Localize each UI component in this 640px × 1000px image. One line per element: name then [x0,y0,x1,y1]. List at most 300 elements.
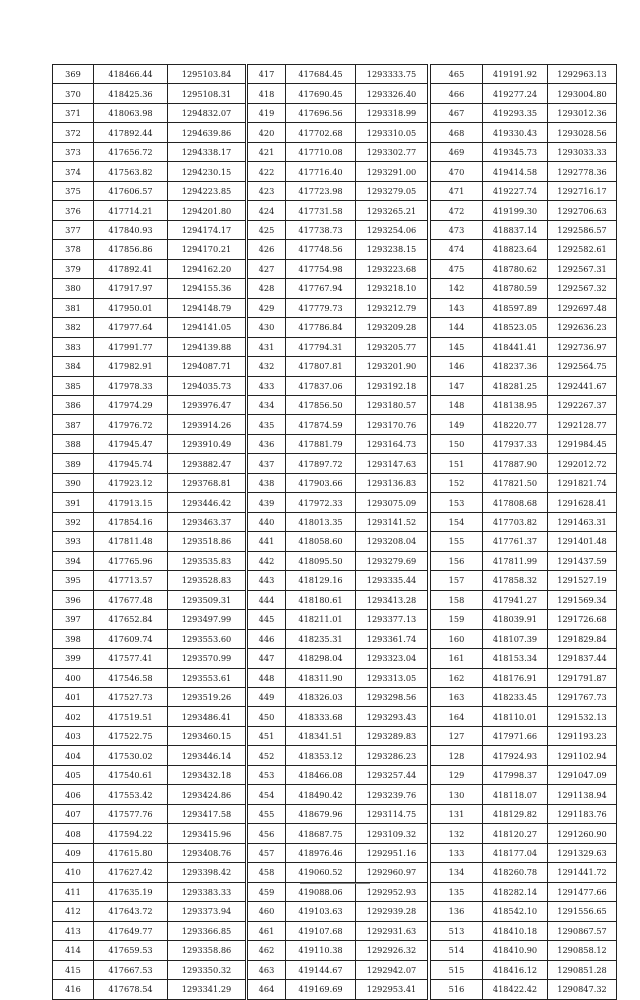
x-coordinate-cell: 417563.82 [94,162,168,181]
y-coordinate-cell: 1291463.31 [548,512,617,531]
table-row [248,980,428,999]
y-coordinate-cell: 1291477.66 [548,882,617,901]
x-coordinate-cell: 417840.93 [94,220,168,239]
table-row [53,415,246,434]
table-row [53,571,246,590]
y-coordinate-cell: 1292441.67 [548,376,617,395]
x-coordinate-cell: 417713.57 [94,571,168,590]
y-coordinate-cell: 1292582.61 [548,240,617,259]
point-number-cell: 475 [431,259,483,278]
table-row [431,610,617,629]
point-number-cell: 473 [431,220,483,239]
point-number-cell: 402 [53,707,94,726]
point-number-cell: 153 [431,493,483,512]
y-coordinate-cell: 1293279.05 [356,181,428,200]
y-coordinate-cell: 1291329.63 [548,843,617,862]
table-row [431,921,617,940]
y-coordinate-cell: 1293377.13 [356,610,428,629]
x-coordinate-cell: 418466.44 [94,65,168,84]
point-number-cell: 404 [53,746,94,765]
point-number-cell: 448 [248,668,286,687]
y-coordinate-cell: 1292939.28 [356,902,428,921]
point-number-cell: 396 [53,590,94,609]
table-row [431,629,617,648]
table-row [248,318,428,337]
x-coordinate-cell: 417991.77 [94,337,168,356]
table-row [248,65,428,84]
point-number-cell: 377 [53,220,94,239]
y-coordinate-cell: 1293180.57 [356,395,428,414]
table-row [53,357,246,376]
point-number-cell: 130 [431,785,483,804]
point-number-cell: 386 [53,395,94,414]
point-number-cell: 444 [248,590,286,609]
y-coordinate-cell: 1293170.76 [356,415,428,434]
y-coordinate-cell: 1291837.44 [548,649,617,668]
table-row [248,688,428,707]
x-coordinate-cell: 417627.42 [94,863,168,882]
table-row [53,493,246,512]
point-number-cell: 405 [53,765,94,784]
table-row [248,395,428,414]
table-row [53,746,246,765]
x-coordinate-cell: 417667.53 [94,960,168,979]
x-coordinate-cell: 417874.59 [286,415,356,434]
point-number-cell: 449 [248,688,286,707]
point-number-cell: 148 [431,395,483,414]
y-coordinate-cell: 1293192.18 [356,376,428,395]
point-number-cell: 392 [53,512,94,531]
point-number-cell: 397 [53,610,94,629]
table-row [431,765,617,784]
y-coordinate-cell: 1293341.29 [168,980,246,999]
x-coordinate-cell: 418597.89 [483,298,548,317]
x-coordinate-cell: 417779.73 [286,298,356,317]
x-coordinate-cell: 417811.48 [94,532,168,551]
table-row [53,707,246,726]
x-coordinate-cell: 417649.77 [94,921,168,940]
x-coordinate-cell: 419060.52 [286,863,356,882]
y-coordinate-cell: 1293147.63 [356,454,428,473]
y-coordinate-cell: 1291401.48 [548,532,617,551]
y-coordinate-cell: 1292012.72 [548,454,617,473]
y-coordinate-cell: 1294174.17 [168,220,246,239]
y-coordinate-cell: 1293486.41 [168,707,246,726]
table-row [248,668,428,687]
point-number-cell: 454 [248,785,286,804]
x-coordinate-cell: 417703.82 [483,512,548,531]
table-row [431,941,617,960]
x-coordinate-cell: 417546.58 [94,668,168,687]
table-row [431,980,617,999]
point-number-cell: 407 [53,804,94,823]
y-coordinate-cell: 1291829.84 [548,629,617,648]
table-row [431,726,617,745]
y-coordinate-cell: 1294338.17 [168,142,246,161]
table-row [53,84,246,103]
y-coordinate-cell: 1291767.73 [548,688,617,707]
y-coordinate-cell: 1293302.77 [356,142,428,161]
y-coordinate-cell: 1292567.32 [548,279,617,298]
point-number-cell: 390 [53,473,94,492]
y-coordinate-cell: 1293366.85 [168,921,246,940]
y-coordinate-cell: 1291047.09 [548,765,617,784]
x-coordinate-cell: 418176.91 [483,668,548,687]
x-coordinate-cell: 417714.21 [94,201,168,220]
point-number-cell: 474 [431,240,483,259]
y-coordinate-cell: 1293318.99 [356,103,428,122]
x-coordinate-cell: 417690.45 [286,84,356,103]
x-coordinate-cell: 418039.91 [483,610,548,629]
y-coordinate-cell: 1293323.04 [356,649,428,668]
table-row [53,921,246,940]
point-number-cell: 472 [431,201,483,220]
x-coordinate-cell: 418211.01 [286,610,356,629]
table-row [53,551,246,570]
point-number-cell: 452 [248,746,286,765]
table-row [431,65,617,84]
y-coordinate-cell: 1293446.14 [168,746,246,765]
x-coordinate-cell: 417998.37 [483,765,548,784]
point-number-cell: 423 [248,181,286,200]
point-number-cell: 514 [431,941,483,960]
x-coordinate-cell: 418837.14 [483,220,548,239]
table-row [53,960,246,979]
table-row [431,454,617,473]
point-number-cell: 376 [53,201,94,220]
table-row [431,532,617,551]
point-number-cell: 151 [431,454,483,473]
y-coordinate-cell: 1293326.40 [356,84,428,103]
point-number-cell: 133 [431,843,483,862]
point-number-cell: 403 [53,726,94,745]
point-number-cell: 461 [248,921,286,940]
table-row [431,843,617,862]
y-coordinate-cell: 1292586.57 [548,220,617,239]
y-coordinate-cell: 1293218.10 [356,279,428,298]
point-number-cell: 428 [248,279,286,298]
point-number-cell: 427 [248,259,286,278]
y-coordinate-cell: 1293383.33 [168,882,246,901]
point-number-cell: 391 [53,493,94,512]
table-row [431,279,617,298]
y-coordinate-cell: 1291628.41 [548,493,617,512]
point-number-cell: 150 [431,434,483,453]
table-row [431,493,617,512]
x-coordinate-cell: 418466.08 [286,765,356,784]
y-coordinate-cell: 1293553.61 [168,668,246,687]
y-coordinate-cell: 1295108.31 [168,84,246,103]
point-number-cell: 393 [53,532,94,551]
y-coordinate-cell: 1293212.79 [356,298,428,317]
y-coordinate-cell: 1292706.63 [548,201,617,220]
x-coordinate-cell: 417897.72 [286,454,356,473]
x-coordinate-cell: 417652.84 [94,610,168,629]
table-row [248,473,428,492]
point-number-cell: 373 [53,142,94,161]
coordinate-table-right [430,64,617,1000]
y-coordinate-cell: 1293286.23 [356,746,428,765]
y-coordinate-cell: 1293209.28 [356,318,428,337]
point-number-cell: 516 [431,980,483,999]
y-coordinate-cell: 1294035.73 [168,376,246,395]
table-row [53,668,246,687]
x-coordinate-cell: 417716.40 [286,162,356,181]
x-coordinate-cell: 417808.68 [483,493,548,512]
x-coordinate-cell: 418281.25 [483,376,548,395]
x-coordinate-cell: 418976.46 [286,843,356,862]
table-row [248,882,428,901]
x-coordinate-cell: 417659.53 [94,941,168,960]
y-coordinate-cell: 1293413.28 [356,590,428,609]
table-row [248,201,428,220]
point-number-cell: 398 [53,629,94,648]
point-number-cell: 451 [248,726,286,745]
x-coordinate-cell: 418237.36 [483,357,548,376]
point-number-cell: 163 [431,688,483,707]
point-number-cell: 446 [248,629,286,648]
table-row [248,843,428,862]
y-coordinate-cell: 1294223.85 [168,181,246,200]
point-number-cell: 424 [248,201,286,220]
y-coordinate-cell: 1293004.80 [548,84,617,103]
y-coordinate-cell: 1294148.79 [168,298,246,317]
x-coordinate-cell: 417950.01 [94,298,168,317]
x-coordinate-cell: 418129.82 [483,804,548,823]
table-body-right [431,65,617,1000]
y-coordinate-cell: 1295103.84 [168,65,246,84]
y-coordinate-cell: 1293535.83 [168,551,246,570]
y-coordinate-cell: 1292564.75 [548,357,617,376]
table-row [431,960,617,979]
y-coordinate-cell: 1293358.86 [168,941,246,960]
x-coordinate-cell: 419227.74 [483,181,548,200]
table-row [53,688,246,707]
x-coordinate-cell: 418542.10 [483,902,548,921]
table-row [248,921,428,940]
y-coordinate-cell: 1293882.47 [168,454,246,473]
x-coordinate-cell: 417609.74 [94,629,168,648]
point-number-cell: 418 [248,84,286,103]
point-number-cell: 468 [431,123,483,142]
x-coordinate-cell: 418260.78 [483,863,548,882]
point-number-cell: 426 [248,240,286,259]
point-number-cell: 440 [248,512,286,531]
y-coordinate-cell: 1292778.36 [548,162,617,181]
point-number-cell: 455 [248,804,286,823]
y-coordinate-cell: 1293417.58 [168,804,246,823]
y-coordinate-cell: 1292953.41 [356,980,428,999]
y-coordinate-cell: 1292951.16 [356,843,428,862]
point-number-cell: 374 [53,162,94,181]
table-row [431,181,617,200]
table-row [53,980,246,999]
point-number-cell: 421 [248,142,286,161]
table-row [248,493,428,512]
x-coordinate-cell: 419191.92 [483,65,548,84]
x-coordinate-cell: 417606.57 [94,181,168,200]
y-coordinate-cell: 1291441.72 [548,863,617,882]
y-coordinate-cell: 1293509.31 [168,590,246,609]
table-row [248,512,428,531]
x-coordinate-cell: 418095.50 [286,551,356,570]
y-coordinate-cell: 1292128.77 [548,415,617,434]
x-coordinate-cell: 417913.15 [94,493,168,512]
y-coordinate-cell: 1290858.12 [548,941,617,960]
point-number-cell: 432 [248,357,286,376]
y-coordinate-cell: 1293432.18 [168,765,246,784]
point-number-cell: 375 [53,181,94,200]
y-coordinate-cell: 1293075.09 [356,493,428,512]
point-number-cell: 411 [53,882,94,901]
table-row [248,785,428,804]
point-number-cell: 437 [248,454,286,473]
point-number-cell: 154 [431,512,483,531]
x-coordinate-cell: 417519.51 [94,707,168,726]
table-row [248,960,428,979]
table-row [431,259,617,278]
table-row [431,590,617,609]
table-row [53,941,246,960]
x-coordinate-cell: 417892.44 [94,123,168,142]
y-coordinate-cell: 1293553.60 [168,629,246,648]
y-coordinate-cell: 1293528.83 [168,571,246,590]
table-row [53,395,246,414]
coordinate-table-middle [247,64,428,1000]
point-number-cell: 389 [53,454,94,473]
table-row [431,357,617,376]
y-coordinate-cell: 1291138.94 [548,785,617,804]
y-coordinate-cell: 1294230.15 [168,162,246,181]
x-coordinate-cell: 417978.33 [94,376,168,395]
point-number-cell: 158 [431,590,483,609]
x-coordinate-cell: 417821.50 [483,473,548,492]
table-row [53,765,246,784]
x-coordinate-cell: 417656.72 [94,142,168,161]
table-row [53,863,246,882]
point-number-cell: 434 [248,395,286,414]
y-coordinate-cell: 1291532.13 [548,707,617,726]
point-number-cell: 410 [53,863,94,882]
table-row [431,746,617,765]
x-coordinate-cell: 419330.43 [483,123,548,142]
x-coordinate-cell: 417594.22 [94,824,168,843]
table-row [53,629,246,648]
x-coordinate-cell: 417794.31 [286,337,356,356]
table-row [248,123,428,142]
point-number-cell: 453 [248,765,286,784]
x-coordinate-cell: 419414.58 [483,162,548,181]
y-coordinate-cell: 1293033.33 [548,142,617,161]
y-coordinate-cell: 1293519.26 [168,688,246,707]
y-coordinate-cell: 1293109.32 [356,824,428,843]
table-row [431,162,617,181]
table-row [431,415,617,434]
point-number-cell: 458 [248,863,286,882]
table-row [431,298,617,317]
table-body-left [53,65,246,1000]
table-row [431,395,617,414]
point-number-cell: 395 [53,571,94,590]
point-number-cell: 450 [248,707,286,726]
point-number-cell: 406 [53,785,94,804]
table-row [248,707,428,726]
table-row [431,123,617,142]
table-row [53,376,246,395]
table-row [248,765,428,784]
y-coordinate-cell: 1293313.05 [356,668,428,687]
y-coordinate-cell: 1293028.56 [548,123,617,142]
x-coordinate-cell: 417635.19 [94,882,168,901]
x-coordinate-cell: 419107.68 [286,921,356,940]
x-coordinate-cell: 418410.18 [483,921,548,940]
table-row [248,220,428,239]
y-coordinate-cell: 1293497.99 [168,610,246,629]
point-number-cell: 380 [53,279,94,298]
y-coordinate-cell: 1294087.71 [168,357,246,376]
x-coordinate-cell: 418823.64 [483,240,548,259]
table-row [248,590,428,609]
table-row [248,415,428,434]
x-coordinate-cell: 418235.31 [286,629,356,648]
x-coordinate-cell: 417696.56 [286,103,356,122]
table-row [248,746,428,765]
y-coordinate-cell: 1293333.75 [356,65,428,84]
table-row [248,941,428,960]
y-coordinate-cell: 1293208.04 [356,532,428,551]
table-row [53,298,246,317]
x-coordinate-cell: 417856.86 [94,240,168,259]
table-row [53,123,246,142]
point-number-cell: 155 [431,532,483,551]
y-coordinate-cell: 1291193.23 [548,726,617,745]
point-number-cell: 136 [431,902,483,921]
x-coordinate-cell: 417615.80 [94,843,168,862]
x-coordinate-cell: 417945.47 [94,434,168,453]
x-coordinate-cell: 419088.06 [286,882,356,901]
y-coordinate-cell: 1291102.94 [548,746,617,765]
y-coordinate-cell: 1293223.68 [356,259,428,278]
y-coordinate-cell: 1291437.59 [548,551,617,570]
table-row [431,201,617,220]
x-coordinate-cell: 419169.69 [286,980,356,999]
point-number-cell: 394 [53,551,94,570]
point-number-cell: 456 [248,824,286,843]
point-number-cell: 457 [248,843,286,862]
y-coordinate-cell: 1291569.34 [548,590,617,609]
y-coordinate-cell: 1292697.48 [548,298,617,317]
point-number-cell: 156 [431,551,483,570]
x-coordinate-cell: 417684.45 [286,65,356,84]
x-coordinate-cell: 417856.50 [286,395,356,414]
point-number-cell: 439 [248,493,286,512]
point-number-cell: 438 [248,473,286,492]
x-coordinate-cell: 417982.91 [94,357,168,376]
point-number-cell: 143 [431,298,483,317]
table-row [248,649,428,668]
x-coordinate-cell: 418058.60 [286,532,356,551]
table-row [53,142,246,161]
x-coordinate-cell: 417974.29 [94,395,168,414]
x-coordinate-cell: 417577.76 [94,804,168,823]
table-row [53,610,246,629]
x-coordinate-cell: 418441.41 [483,337,548,356]
point-number-cell: 400 [53,668,94,687]
table-row [431,863,617,882]
y-coordinate-cell: 1291260.90 [548,824,617,843]
table-row [248,181,428,200]
table-row [431,337,617,356]
